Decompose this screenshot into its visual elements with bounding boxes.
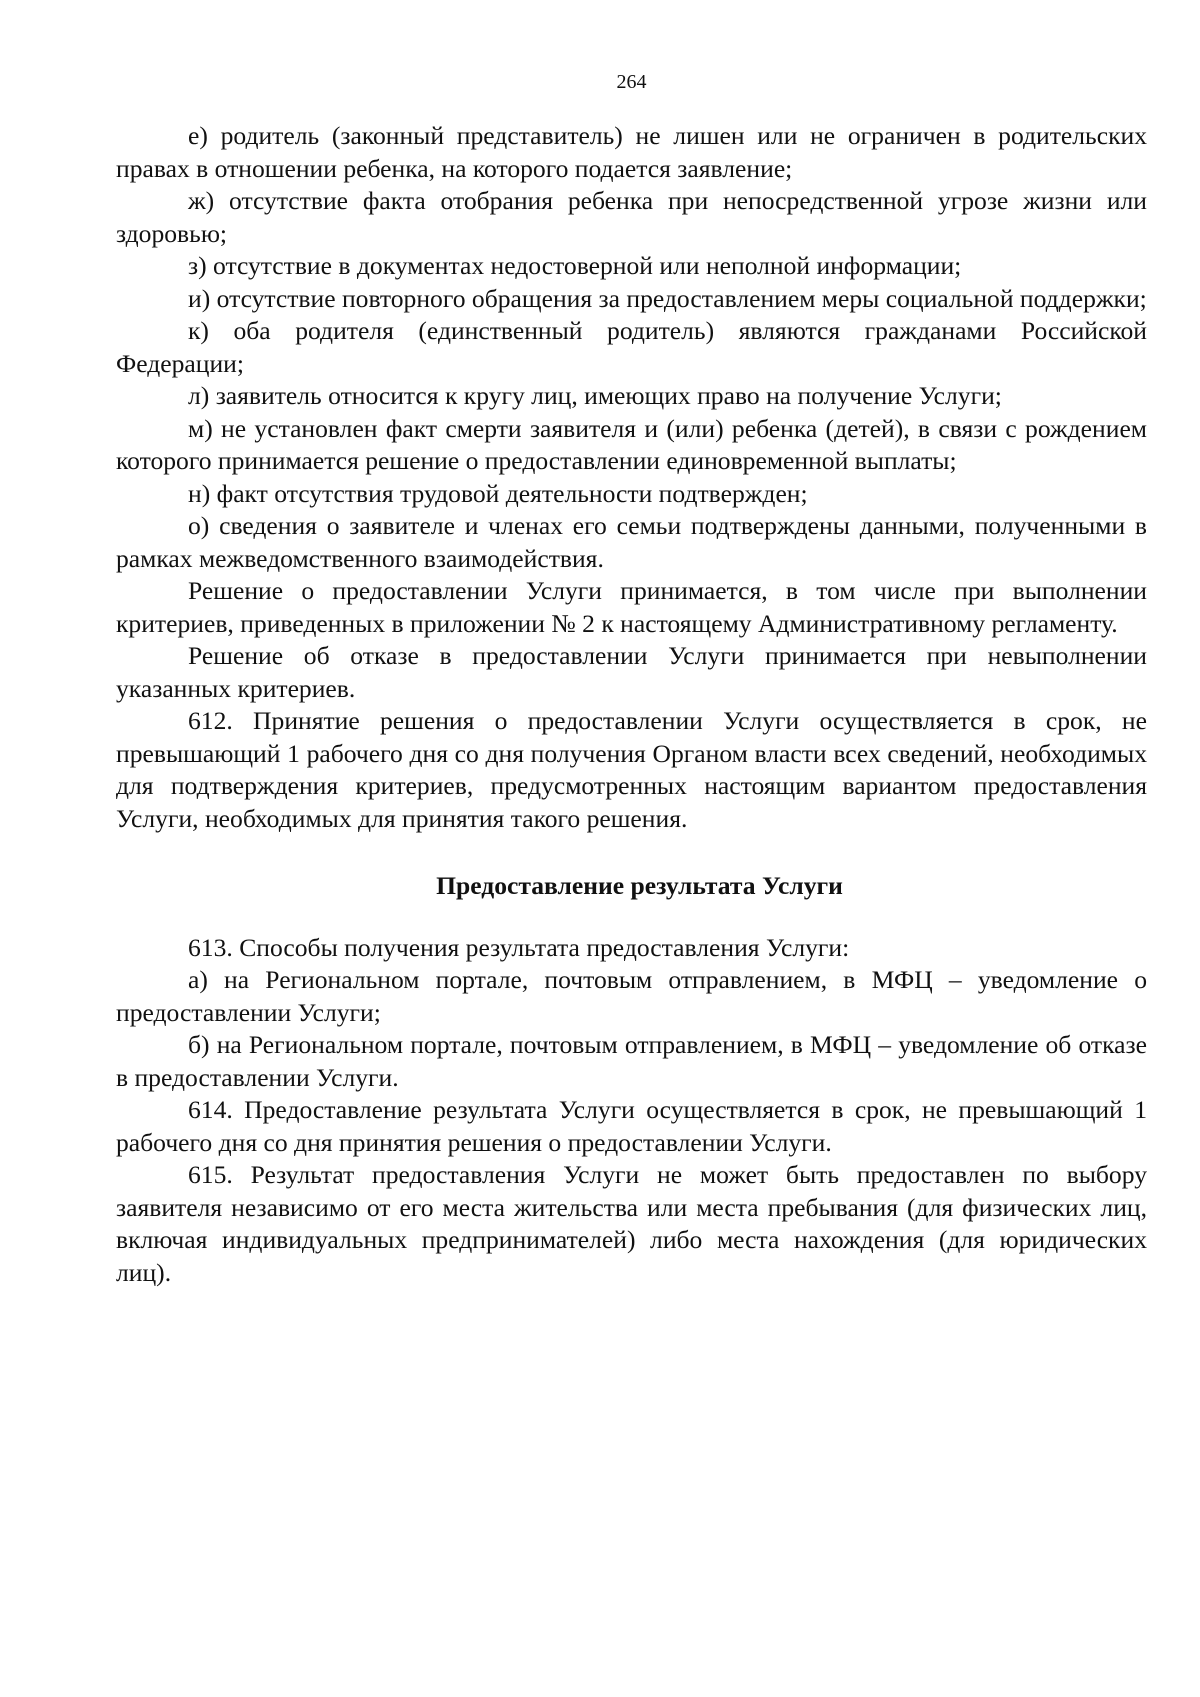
list-item-o: о) сведения о заявителе и членах его семьи подтверждены данными, полученными в рамках межведомственного взаимодействия. (116, 511, 1147, 573)
list-item-b: б) на Региональном портале, почтовым отправлением, в МФЦ – уведомление об отказе в предоставлении Услуги. (116, 1030, 1147, 1092)
clause-615: 615. Результат предоставления Услуги не может быть предоставлен по выбору заявителя независимо от его места жительства или места пребывания (для физических лиц, включая индивидуальных предпринимателей) либо места нахождения (для юридических лиц). (116, 1160, 1147, 1287)
list-item-a: а) на Региональном портале, почтовым отправлением, в МФЦ – уведомление о предоставлении Услуги; (116, 965, 1147, 1027)
list-item-l: л) заявитель относится к кругу лиц, имеющих право на получение Услуги; (188, 381, 1002, 410)
clause-612: 612. Принятие решения о предоставлении Услуги осуществляется в срок, не превышающий 1 рабочего дня со дня получения Органом власти всех сведений, необходимых для подтверждения критериев, предусмотренных настоящим вариантом предоставления Услуги, необходимых для принятия такого решения. (116, 706, 1147, 833)
list-item-n: н) факт отсутствия трудовой деятельности подтвержден; (188, 478, 808, 508)
document-body (116, 120, 1147, 1289)
list-item-i: и) отсутствие повторного обращения за предоставлением меры социальной поддержки; (188, 283, 1147, 313)
section-heading: Предоставление результата Услуги (436, 871, 843, 900)
list-item-z: з) отсутствие в документах недостоверной или неполной информации; (188, 251, 962, 280)
list-item-m: м) не установлен факт смерти заявителя и (или) ребенка (детей), в связи с рождением которого принимается решение о предоставлении единовременной выплаты; (116, 413, 1147, 475)
list-item-k: к) оба родителя (единственный родитель) являются гражданами Российской Федерации; (116, 316, 1147, 378)
refusal-paragraph: Решение об отказе в предоставлении Услуги принимается при невыполнении указанных критериев. (116, 641, 1147, 703)
list-item-e: е) родитель (законный представитель) не лишен или не ограничен в родительских правах в отношении ребенка, на которого подается заявление; (116, 121, 1147, 183)
page-number: 264 (616, 71, 647, 93)
decision-paragraph: Решение о предоставлении Услуги принимается, в том числе при выполнении критериев, приведенных в приложении № 2 к настоящему Административному регламенту. (116, 576, 1147, 638)
clause-613: 613. Способы получения результата предоставления Услуги: (188, 932, 850, 962)
clause-614: 614. Предоставление результата Услуги осуществляется в срок, не превышающий 1 рабочего дня со дня принятия решения о предоставлении Услуги. (116, 1095, 1147, 1157)
list-item-zh: ж) отсутствие факта отобрания ребенка при непосредственной угрозе жизни или здоровью; (116, 186, 1147, 248)
